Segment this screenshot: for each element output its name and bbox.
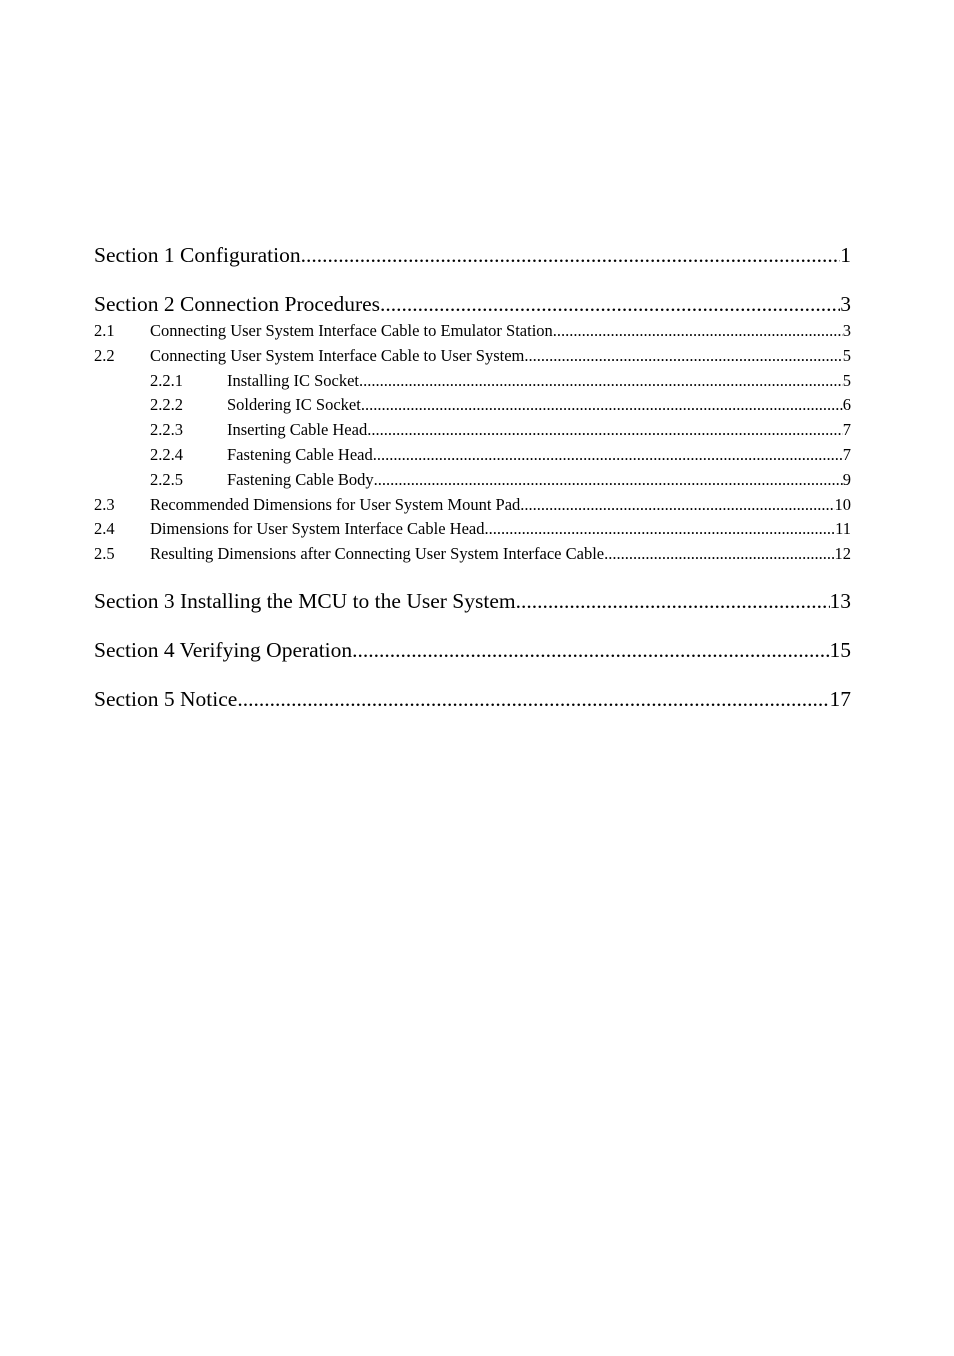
toc-entry-page: 5 [842,370,851,390]
dot-leader [524,344,842,369]
toc-entry-2-2-5[interactable] [94,468,851,493]
toc-entry-page: 5 [842,345,851,365]
dot-leader [380,289,840,319]
toc-entry-section-3[interactable] [94,586,851,616]
toc-entry-number: 2.5 [94,544,115,564]
toc-entry-title: Installing IC Socket [227,370,359,390]
toc-entry-number: 2.2.2 [150,395,183,415]
dot-leader [604,542,834,567]
toc-entry-title: Section 5 Notice [94,686,238,711]
table-of-contents [94,240,851,714]
dot-leader [374,468,843,493]
toc-entry-title: Section 1 Configuration [94,243,301,267]
dot-leader [367,418,843,443]
toc-entry-section-4[interactable] [94,635,851,665]
dot-leader [373,443,843,468]
toc-entry-number: 2.1 [94,321,115,340]
toc-entry-page: 3 [842,321,851,340]
toc-entry-2-2-3[interactable] [94,418,851,443]
toc-entry-page: 10 [834,494,851,514]
dot-leader [553,319,843,344]
toc-entry-2-5[interactable] [94,542,851,567]
toc-entry-title: Recommended Dimensions for User System Mount Pad [150,494,521,514]
toc-entry-title: Section 3 Installing the MCU to the User System [94,588,516,613]
toc-entry-2-1[interactable] [94,319,851,344]
toc-entry-page: 7 [842,420,851,440]
toc-entry-title: Fastening Cable Head [227,444,373,464]
dot-leader [484,517,835,542]
dot-leader [301,240,841,270]
dot-leader [516,586,830,616]
toc-entry-page: 6 [842,395,851,415]
toc-entry-2-2[interactable] [94,344,851,369]
toc-entry-title: Inserting Cable Head [227,420,368,440]
toc-entry-title: Connecting User System Interface Cable to Emulator Station [150,321,553,340]
toc-entry-number: 2.2.5 [150,469,183,489]
toc-entry-2-2-4[interactable] [94,443,851,468]
toc-entry-2-3[interactable] [94,493,851,518]
toc-entry-page: 15 [829,637,851,662]
toc-entry-number: 2.2.4 [150,444,183,464]
toc-entry-page: 7 [842,444,851,464]
toc-entry-number: 2.2.1 [150,370,183,390]
dot-leader [352,635,829,665]
toc-entry-page: 3 [840,292,851,316]
dot-leader [237,684,829,714]
dot-leader [359,369,843,394]
toc-entry-section-2[interactable] [94,289,851,319]
toc-entry-page: 11 [835,519,851,539]
toc-entry-number: 2.2 [94,345,115,365]
toc-entry-section-1[interactable] [94,240,851,270]
toc-entry-title: Section 2 Connection Procedures [94,292,381,316]
toc-entry-number: 2.2.3 [150,420,183,440]
toc-entry-section-5[interactable] [94,684,851,714]
toc-entry-title: Fastening Cable Body [227,469,374,489]
toc-entry-title: Soldering IC Socket [227,395,361,415]
toc-entry-page: 17 [829,686,851,711]
toc-entry-page: 9 [842,469,851,489]
toc-entry-2-2-1[interactable] [94,369,851,394]
toc-entry-title: Connecting User System Interface Cable to User System [150,345,525,365]
toc-entry-title: Section 4 Verifying Operation [94,637,353,662]
dot-leader [520,493,834,518]
toc-entry-page: 1 [840,243,851,267]
toc-entry-page: 12 [834,544,851,564]
toc-entry-page: 13 [829,588,851,613]
toc-entry-number: 2.4 [94,519,115,539]
toc-entry-2-2-2[interactable] [94,393,851,418]
dot-leader [361,393,843,418]
toc-entry-title: Resulting Dimensions after Connecting User System Interface Cable [150,544,605,564]
toc-entry-number: 2.3 [94,494,115,514]
toc-entry-title: Dimensions for User System Interface Cable Head [150,519,485,539]
toc-entry-2-4[interactable] [94,517,851,542]
